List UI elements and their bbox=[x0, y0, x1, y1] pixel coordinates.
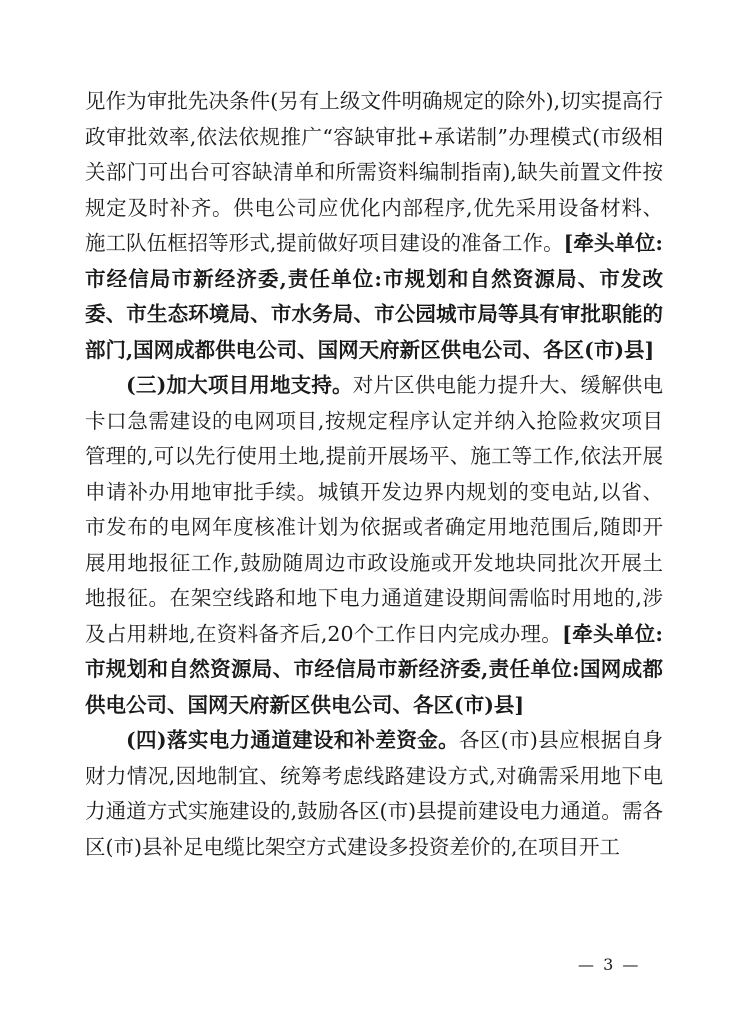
document-body bbox=[85, 84, 663, 865]
page-number: — 3 — bbox=[578, 955, 641, 974]
paragraph-funding bbox=[85, 723, 663, 865]
paragraph-text: 各区(市)县应根据自身财力情况,因地制宜、统筹考虑线路建设方式,对确需采用地下电力通道方式实施建设的,鼓励各区(市)县提前建设电力通道。需各区(市)县补足电缆比架空方式建设多投资差价的,在项目开工 bbox=[85, 728, 664, 859]
paragraph-continued bbox=[85, 84, 663, 368]
paragraph-text: 对片区供电能力提升大、缓解供电卡口急需建设的电网项目,按规定程序认定并纳入抢险救灾项目管理的,可以先行使用土地,提前开展场平、施工等工作,依法开展申请补办用地审批手续。城镇开发边界内规划的变电站,以省、市发布的电网年度核准计划为依据或者确定用地范围后,随即开展用地报征工作,鼓励随周边市政设施或开发地块同批次开展土地报征。在架空线路和地下电力通道建设期间需临时用地的,涉及占用耕地,在资料备齐后,20个工作日内完成办理。 bbox=[85, 373, 663, 646]
lead-unit-note: [牵头单位:市经信局市新经济委,责任单位:市规划和自然资源局、市发改委、市生态环境局、市水务局、市公园城市局等具有审批职能的部门,国网成都供电公司、国网天府新区供电公司、各区(市)县] bbox=[85, 231, 663, 362]
lead-unit-note: [牵头单位:市规划和自然资源局、市经信局市新经济委,责任单位:国网成都供电公司、国网天府新区供电公司、各区(市)县] bbox=[85, 621, 663, 717]
section-heading: (三)加大项目用地支持。 bbox=[126, 373, 353, 397]
section-heading: (四)落实电力通道建设和补差资金。 bbox=[126, 728, 459, 752]
paragraph-land-support bbox=[85, 368, 663, 723]
paragraph-text: 见作为审批先决条件(另有上级文件明确规定的除外),切实提高行政审批效率,依法依规推广“容缺审批+承诺制”办理模式(市级相关部门可出台可容缺清单和所需资料编制指南),缺失前置文件按规定及时补齐。供电公司应优化内部程序,优先采用设备材料、施工队伍框招等形式,提前做好项目建设的准备工作。 bbox=[85, 89, 663, 255]
